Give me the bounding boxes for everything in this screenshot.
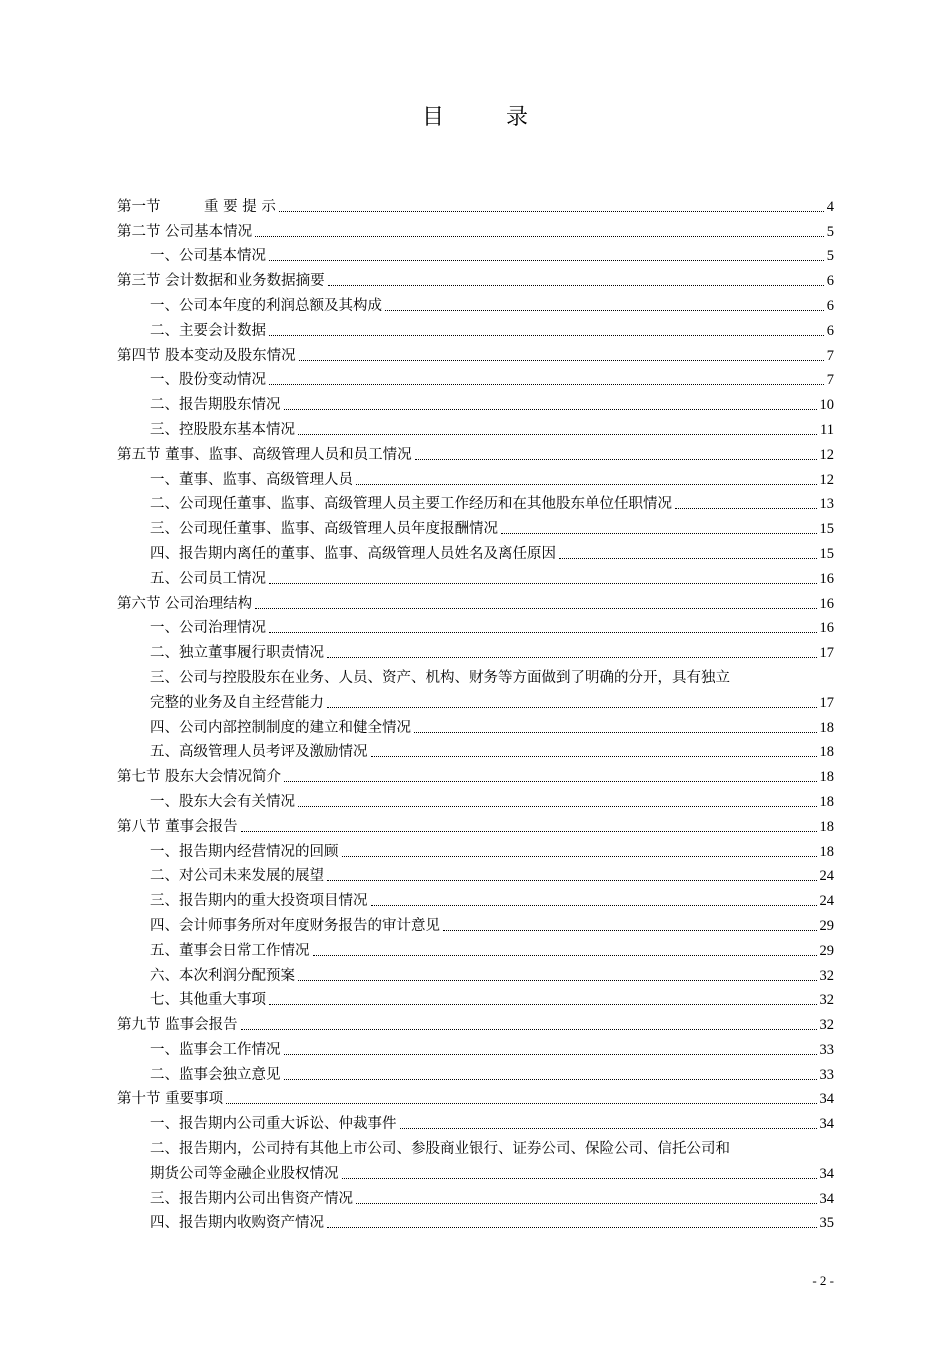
toc-entry-label: 一、报告期内经营情况的回顾 [150, 843, 339, 860]
toc-subsection-entry[interactable] [117, 613, 834, 638]
toc-subsection-entry[interactable] [117, 1208, 834, 1233]
toc-entry-label: 第三节 会计数据和业务数据摘要 [117, 273, 325, 290]
toc-entry-label: 一、公司基本情况 [150, 248, 266, 265]
toc-dot-leader [284, 1054, 817, 1055]
toc-entry-label: 一、股份变动情况 [150, 372, 266, 389]
toc-subsection-entry[interactable] [117, 885, 834, 910]
toc-dot-leader [559, 558, 817, 559]
toc-page-number: 24 [819, 893, 834, 910]
toc-dot-leader [284, 1079, 817, 1080]
toc-dot-leader [269, 384, 824, 385]
toc-page-number: 18 [819, 793, 834, 810]
toc-entry-label: 一、公司治理情况 [150, 620, 266, 637]
toc-page-number: 16 [819, 570, 834, 587]
toc-subsection-entry[interactable] [117, 365, 834, 390]
toc-entry-label: 五、董事会日常工作情况 [150, 942, 310, 959]
toc-section-entry[interactable] [117, 588, 834, 613]
toc-entry-label: 五、公司员工情况 [150, 570, 266, 587]
toc-subsection-entry[interactable] [117, 861, 834, 886]
toc-dot-leader [328, 285, 824, 286]
toc-section-entry[interactable] [117, 340, 834, 365]
toc-entry-label: 一、公司本年度的利润总额及其构成 [150, 297, 382, 314]
toc-subsection-entry[interactable] [117, 389, 834, 414]
toc-page-number: 32 [819, 1017, 834, 1034]
toc-section-entry[interactable] [117, 216, 834, 241]
toc-subsection-entry[interactable] [117, 290, 834, 315]
toc-subsection-entry[interactable] [117, 1059, 834, 1084]
toc-section-entry[interactable] [117, 1009, 834, 1034]
toc-dot-leader [298, 806, 817, 807]
toc-entry-label: 三、公司与控股股东在业务、人员、资产、机构、财务等方面做到了明确的分开，具有独立 [150, 669, 730, 686]
toc-page-number: 6 [826, 273, 834, 290]
toc-dot-leader [443, 930, 817, 931]
toc-subsection-entry[interactable] [117, 662, 834, 687]
toc-subsection-entry[interactable] [117, 1108, 834, 1133]
toc-dot-leader [255, 608, 816, 609]
toc-subsection-entry[interactable] [117, 960, 834, 985]
toc-entry-label: 第八节 董事会报告 [117, 818, 238, 835]
table-of-contents [117, 191, 834, 1232]
toc-entry-label: 第一节 重 要 提 示 [117, 198, 276, 215]
toc-dot-leader [313, 955, 817, 956]
toc-dot-leader [385, 310, 824, 311]
toc-dot-leader [356, 1203, 817, 1204]
toc-section-entry[interactable] [117, 439, 834, 464]
toc-dot-leader [371, 756, 817, 757]
toc-dot-leader [298, 980, 817, 981]
toc-page-number: 12 [819, 446, 834, 463]
toc-subsection-entry[interactable] [117, 910, 834, 935]
toc-page-number: 16 [819, 620, 834, 637]
toc-dot-leader [327, 880, 817, 881]
toc-page-number: 29 [819, 917, 834, 934]
toc-dot-leader [327, 657, 817, 658]
toc-dot-leader [269, 1004, 817, 1005]
toc-subsection-entry[interactable] [117, 637, 834, 662]
toc-entry-label: 第六节 公司治理结构 [117, 595, 253, 612]
toc-page-number: 33 [819, 1041, 834, 1058]
toc-entry-label: 一、报告期内公司重大诉讼、仲裁事件 [150, 1116, 397, 1133]
toc-page-number: 29 [819, 942, 834, 959]
toc-dot-leader [241, 1029, 817, 1030]
toc-dot-leader [675, 508, 817, 509]
toc-subsection-entry[interactable] [117, 414, 834, 439]
toc-page-number: 32 [819, 967, 834, 984]
toc-page-number: 5 [826, 223, 834, 240]
toc-page-number: 6 [826, 297, 834, 314]
toc-entry-label: 三、控股股东基本情况 [150, 421, 295, 438]
toc-entry-label: 二、报告期内，公司持有其他上市公司、参股商业银行、证券公司、保险公司、信托公司和 [150, 1141, 730, 1158]
toc-dot-leader [299, 360, 824, 361]
page-title-part-1: 目 [421, 105, 444, 130]
toc-subsection-entry[interactable] [117, 687, 834, 712]
toc-entry-label: 完整的业务及自主经营能力 [150, 694, 324, 711]
toc-page-number: 33 [819, 1066, 834, 1083]
toc-page-number: 35 [819, 1215, 834, 1232]
toc-entry-label: 四、报告期内离任的董事、监事、高级管理人员姓名及离任原因 [150, 545, 556, 562]
toc-entry-label: 二、报告期股东情况 [150, 397, 281, 414]
toc-page-number: 18 [819, 744, 834, 761]
toc-subsection-entry[interactable] [117, 464, 834, 489]
toc-entry-label: 二、公司现任董事、监事、高级管理人员主要工作经历和在其他股东单位任职情况 [150, 496, 672, 513]
page-number: - 2 - [812, 1273, 834, 1288]
toc-page-number: 12 [819, 471, 834, 488]
toc-page-number: 18 [819, 818, 834, 835]
toc-subsection-entry[interactable] [117, 1133, 834, 1158]
toc-entry-label: 六、本次利润分配预案 [150, 967, 295, 984]
toc-entry-label: 期货公司等金融企业股权情况 [150, 1165, 339, 1182]
toc-dot-leader [400, 1128, 817, 1129]
toc-subsection-entry[interactable] [117, 1034, 834, 1059]
page-title [0, 100, 950, 131]
toc-entry-label: 一、股东大会有关情况 [150, 793, 295, 810]
toc-dot-leader [269, 583, 817, 584]
toc-dot-leader [356, 484, 817, 485]
toc-dot-leader [269, 632, 817, 633]
toc-subsection-entry[interactable] [117, 513, 834, 538]
toc-page-number: 34 [819, 1091, 834, 1108]
toc-dot-leader [342, 1178, 817, 1179]
toc-section-entry[interactable] [117, 811, 834, 836]
toc-entry-label: 四、会计师事务所对年度财务报告的审计意见 [150, 917, 440, 934]
toc-dot-leader [414, 732, 817, 733]
toc-page-number: 13 [819, 496, 834, 513]
toc-subsection-entry[interactable] [117, 241, 834, 266]
toc-section-entry[interactable] [117, 191, 834, 216]
toc-page-number: 32 [819, 992, 834, 1009]
toc-page-number: 34 [819, 1190, 834, 1207]
toc-subsection-entry[interactable] [117, 1183, 834, 1208]
toc-page-number: 18 [819, 719, 834, 736]
toc-page-number: 7 [826, 347, 834, 364]
toc-section-entry[interactable] [117, 265, 834, 290]
toc-section-entry[interactable] [117, 761, 834, 786]
toc-entry-label: 第九节 监事会报告 [117, 1017, 238, 1034]
toc-subsection-entry[interactable] [117, 836, 834, 861]
toc-entry-label: 第二节 公司基本情况 [117, 223, 253, 240]
toc-page-number: 16 [819, 595, 834, 612]
toc-subsection-entry[interactable] [117, 712, 834, 737]
toc-dot-leader [327, 1227, 817, 1228]
toc-entry-label: 一、监事会工作情况 [150, 1041, 281, 1058]
toc-page-number: 15 [819, 521, 834, 538]
toc-dot-leader [226, 1103, 816, 1104]
toc-subsection-entry[interactable] [117, 538, 834, 563]
toc-page-number: 7 [826, 372, 834, 389]
toc-page-number: 18 [819, 769, 834, 786]
toc-entry-label: 七、其他重大事项 [150, 992, 266, 1009]
toc-entry-label: 三、公司现任董事、监事、高级管理人员年度报酬情况 [150, 521, 498, 538]
toc-dot-leader [279, 211, 824, 212]
toc-dot-leader [342, 856, 817, 857]
toc-entry-label: 四、报告期内收购资产情况 [150, 1215, 324, 1232]
toc-entry-label: 一、董事、监事、高级管理人员 [150, 471, 353, 488]
toc-page-number: 34 [819, 1116, 834, 1133]
toc-entry-label: 二、主要会计数据 [150, 322, 266, 339]
toc-dot-leader [255, 236, 824, 237]
toc-section-entry[interactable] [117, 1084, 834, 1109]
toc-dot-leader [284, 409, 817, 410]
toc-entry-label: 二、对公司未来发展的展望 [150, 868, 324, 885]
toc-page-number: 17 [819, 694, 834, 711]
toc-dot-leader [415, 459, 817, 460]
toc-subsection-entry[interactable] [117, 786, 834, 811]
toc-entry-label: 第七节 股东大会情况简介 [117, 769, 282, 786]
toc-page-number: 24 [819, 868, 834, 885]
toc-dot-leader [269, 335, 824, 336]
toc-subsection-entry[interactable] [117, 1158, 834, 1183]
toc-entry-label: 第十节 重要事项 [117, 1091, 224, 1108]
toc-page-number: 11 [820, 421, 834, 438]
toc-dot-leader [327, 707, 817, 708]
toc-page-number: 6 [826, 322, 834, 339]
toc-page-number: 18 [819, 843, 834, 860]
toc-page-number: 15 [819, 545, 834, 562]
toc-entry-label: 二、监事会独立意见 [150, 1066, 281, 1083]
toc-subsection-entry[interactable] [117, 315, 834, 340]
toc-page-number: 34 [819, 1165, 834, 1182]
page-title-part-2: 录 [506, 105, 529, 130]
toc-entry-label: 二、独立董事履行职责情况 [150, 645, 324, 662]
toc-page-number: 17 [819, 645, 834, 662]
toc-subsection-entry[interactable] [117, 563, 834, 588]
toc-entry-label: 三、报告期内的重大投资项目情况 [150, 893, 368, 910]
toc-page-number: 10 [819, 397, 834, 414]
toc-entry-label: 第五节 董事、监事、高级管理人员和员工情况 [117, 446, 412, 463]
toc-entry-label: 第四节 股本变动及股东情况 [117, 347, 296, 364]
toc-dot-leader [284, 781, 816, 782]
toc-subsection-entry[interactable] [117, 489, 834, 514]
toc-dot-leader [269, 260, 824, 261]
toc-subsection-entry[interactable] [117, 985, 834, 1010]
toc-page-number: 5 [826, 248, 834, 265]
toc-entry-label: 四、公司内部控制制度的建立和健全情况 [150, 719, 411, 736]
toc-subsection-entry[interactable] [117, 737, 834, 762]
toc-dot-leader [501, 533, 817, 534]
toc-entry-label: 三、报告期内公司出售资产情况 [150, 1190, 353, 1207]
toc-dot-leader [241, 831, 817, 832]
toc-subsection-entry[interactable] [117, 935, 834, 960]
toc-page-number: 4 [826, 198, 834, 215]
toc-dot-leader [298, 434, 817, 435]
toc-entry-label: 五、高级管理人员考评及激励情况 [150, 744, 368, 761]
toc-dot-leader [371, 905, 817, 906]
